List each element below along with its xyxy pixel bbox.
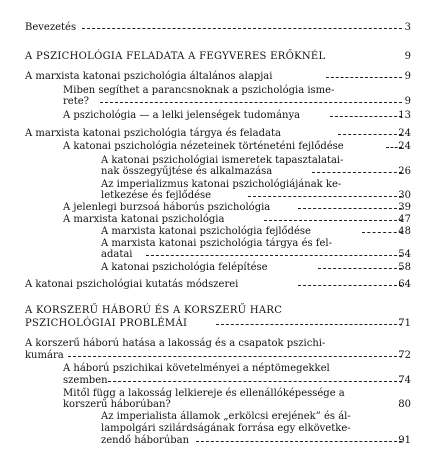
toc-entry-title: A jelenlegi burzsoá háborús pszichológia bbox=[63, 202, 271, 213]
toc-entry-title: A katonai pszichológia felépítése bbox=[101, 262, 268, 273]
toc-page-number: 26 bbox=[398, 166, 411, 177]
leader-dots bbox=[196, 441, 402, 442]
toc-entry-title: A háború pszichikai követelményei a néptömegekkel bbox=[63, 363, 330, 374]
toc-entry-title: A katonai pszichológiai kutatás módszerei bbox=[25, 279, 239, 290]
toc-entry-title-cont: adatai bbox=[101, 249, 133, 260]
toc-entry-title: Az imperialista államok „erkölcsi erejének” és ál- bbox=[101, 411, 351, 422]
toc-page-number: 9 bbox=[404, 96, 411, 107]
toc-entry-title: A katonai pszichológia nézeteinek történeténi fejlődése bbox=[63, 141, 344, 152]
toc-entry-title: Mitől függ a lakosság lelkiereje és ellenállóképessége a bbox=[63, 388, 345, 399]
leader-dots bbox=[248, 196, 402, 197]
leader-dots bbox=[108, 381, 402, 382]
toc-entry-title-cont: lampolgári szilárdságának forrása egy elkövetke- bbox=[101, 423, 351, 434]
toc-page-number: 47 bbox=[398, 214, 411, 225]
toc-page-number: 13 bbox=[398, 110, 411, 121]
toc-page-number: 48 bbox=[398, 226, 411, 237]
toc-page-number: 24 bbox=[398, 141, 411, 152]
toc-entry-title: A katonai pszichológiai ismeretek tapasztalatai- bbox=[101, 155, 344, 166]
leader-dots bbox=[216, 324, 402, 325]
leader-dots bbox=[100, 102, 402, 103]
toc-page-number: 9 bbox=[404, 71, 411, 82]
toc-entry-title-cont: szemben bbox=[63, 375, 108, 386]
toc-entry-title: A marxista katonai pszichológia tárgya és fel- bbox=[101, 238, 332, 249]
toc-entry-title: A korszerű háború hatása a lakosság és a csapatok pszichi- bbox=[25, 338, 326, 349]
toc-entry-title: A marxista katonai pszichológia bbox=[63, 214, 225, 225]
toc-entry-title: Miben segíthet a parancsnoknak a pszichológia isme- bbox=[63, 85, 335, 96]
leader-dots bbox=[68, 356, 402, 357]
toc-entry-title-cont: PSZICHOLÓGIAI PROBLÉMÁI bbox=[25, 318, 188, 329]
toc-entry-title-cont: nak összegyűjtése és alkalmazása bbox=[101, 166, 273, 177]
toc-page-number: 30 bbox=[398, 190, 411, 201]
toc-entry-title: A marxista katonai pszichológia tárgya és feladata bbox=[25, 128, 281, 139]
toc-page-number: 58 bbox=[398, 262, 411, 273]
leader-dots bbox=[146, 255, 402, 256]
toc-page-number: 39 bbox=[398, 202, 411, 213]
toc-entry-title: Bevezetés bbox=[25, 22, 77, 33]
toc-page-number: 24 bbox=[398, 128, 411, 139]
toc-entry-title: Az imperializmus katonai pszichológiájának ke- bbox=[101, 179, 342, 190]
toc-entry-title: A marxista katonai pszichológia fejlődése bbox=[101, 226, 311, 237]
toc-page-number: 80 bbox=[398, 399, 411, 410]
toc-page-number: 64 bbox=[398, 279, 411, 290]
toc-entry-title: A marxista katonai pszichológia általános alapjai bbox=[25, 71, 273, 82]
toc-entry-title: A pszichológia — a lelki jelenségek tudománya bbox=[63, 110, 301, 121]
toc-entry-title-cont: letkezése és fejlődése bbox=[101, 190, 212, 201]
toc-entry-title-cont: kumára bbox=[25, 350, 64, 361]
toc-page-number: 54 bbox=[398, 249, 411, 260]
toc-entry-title: A PSZICHOLÓGIA FELADATA A FEGYVERES ERŐKNÉL bbox=[25, 51, 326, 62]
toc-entry-title-cont: korszerű háborúban? bbox=[63, 399, 171, 410]
toc-page-number: 74 bbox=[398, 375, 411, 386]
toc-page-number: 72 bbox=[398, 350, 411, 361]
toc-page-number: 3 bbox=[404, 22, 411, 33]
toc-entry-title-cont: rete? bbox=[63, 96, 89, 107]
toc-page-number: 71 bbox=[398, 318, 411, 329]
toc-entry-title: A KORSZERŰ HÁBORÚ ÉS A KORSZERŰ HARC bbox=[25, 305, 283, 316]
toc-entry-title-cont: zendő háborúban bbox=[101, 435, 190, 446]
leader-dots bbox=[82, 28, 402, 29]
toc-page-number: 91 bbox=[398, 435, 411, 446]
toc-page-number: 9 bbox=[404, 51, 411, 62]
